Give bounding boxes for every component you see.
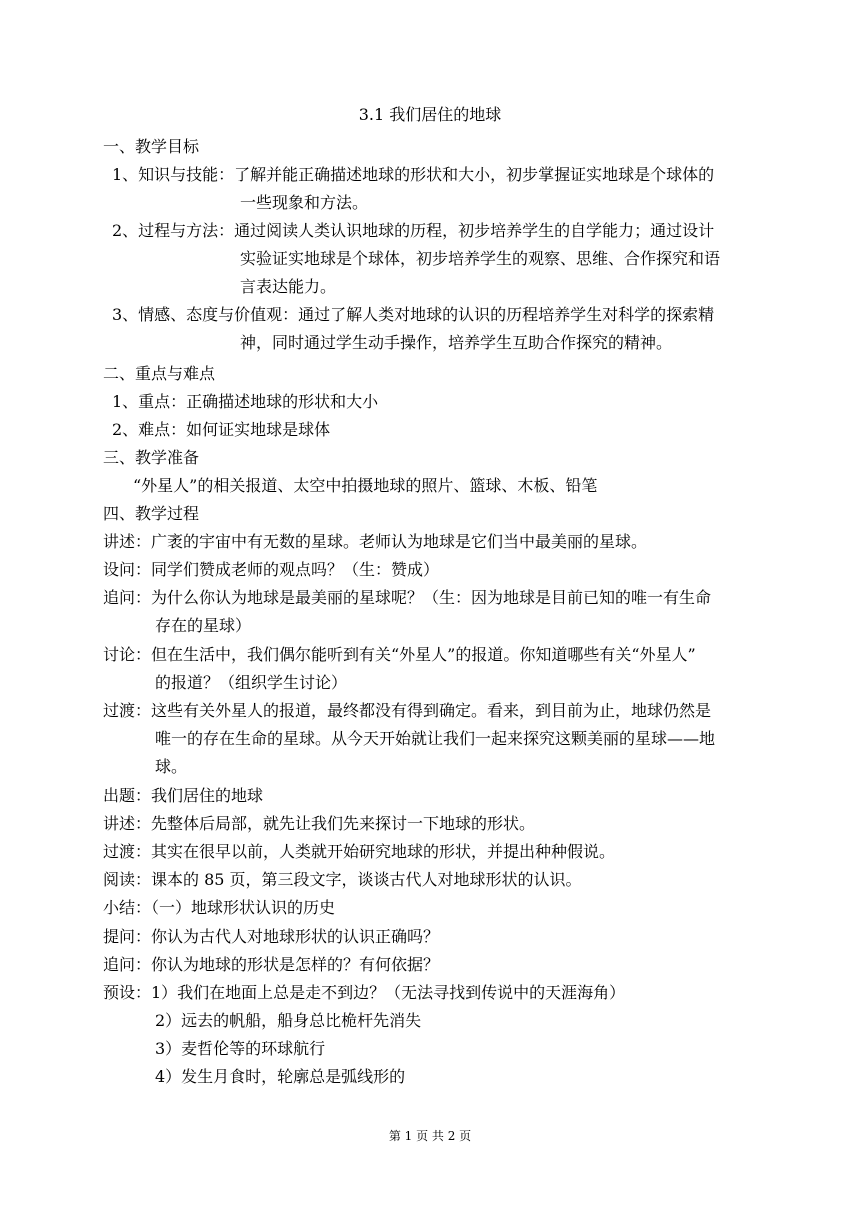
objective-knowledge: 1、知识与技能：了解并能正确描述地球的形状和大小，初步掌握证实地球是个球体的 (112, 165, 715, 184)
process-question-2: 提问：你认为古代人对地球形状的认识正确吗？ (103, 927, 440, 946)
objective-process-cont-1: 实验证实地球是个球体，初步培养学生的观察、思维、合作探究和语 (240, 249, 721, 268)
section-heading-key-points: 二、重点与难点 (103, 364, 216, 383)
process-transition-2: 过渡：其实在很早以前，人类就开始研究地球的形状，并提出种种假说。 (103, 842, 616, 861)
process-followup-1: 追问：为什么你认为地球是最美丽的星球呢？（生：因为地球是目前已知的唯一有生命 (103, 588, 712, 607)
process-preset-2: 2）远去的帆船，船身总比桅杆先消失 (155, 1011, 422, 1030)
process-question-1: 设问：同学们赞成老师的观点吗？（生：赞成） (103, 560, 440, 579)
process-preset-3: 3）麦哲伦等的环球航行 (155, 1039, 326, 1058)
process-discussion: 讨论：但在生活中，我们偶尔能听到有关“外星人”的报道。你知道哪些有关“外星人” (103, 645, 696, 664)
objective-attitude-cont: 神，同时通过学生动手操作，培养学生互助合作探究的精神。 (240, 333, 673, 352)
section-heading-objectives: 一、教学目标 (103, 137, 200, 156)
process-reading: 阅读：课本的 85 页，第三段文字，谈谈古代人对地球形状的认识。 (103, 870, 582, 889)
objective-knowledge-cont: 一些现象和方法。 (240, 193, 369, 212)
process-discussion-cont: 的报道？（组织学生讨论） (155, 673, 348, 692)
process-transition-1-cont-2: 球。 (155, 757, 188, 776)
process-topic: 出题：我们居住的地球 (103, 786, 264, 805)
process-followup-2: 追问：你认为地球的形状是怎样的？有何依据？ (103, 955, 440, 974)
objective-process-cont-2: 言表达能力。 (240, 277, 337, 296)
process-preset-4: 4）发生月食时，轮廓总是弧线形的 (155, 1067, 406, 1086)
process-followup-1-cont: 存在的星球） (155, 616, 252, 635)
process-transition-1: 过渡：这些有关外星人的报道，最终都没有得到确定。看来，到目前为止，地球仍然是 (103, 701, 712, 720)
objective-process: 2、过程与方法：通过阅读人类认识地球的历程，初步培养学生的自学能力；通过设计 (112, 221, 715, 240)
difficult-point: 2、难点：如何证实地球是球体 (112, 420, 331, 439)
process-transition-1-cont-1: 唯一的存在生命的星球。从今天开始就让我们一起来探究这颗美丽的星球——地 (155, 729, 716, 748)
process-narrate-2: 讲述：先整体后局部，就先让我们先来探讨一下地球的形状。 (103, 814, 536, 833)
objective-attitude: 3、情感、态度与价值观：通过了解人类对地球的认识的历程培养学生对科学的探索精 (112, 305, 715, 324)
section-heading-preparation: 三、教学准备 (103, 448, 200, 467)
key-point: 1、重点：正确描述地球的形状和大小 (112, 392, 379, 411)
section-heading-process: 四、教学过程 (103, 504, 200, 523)
document-title: 3.1 我们居住的地球 (358, 105, 502, 124)
process-summary: 小结：（一）地球形状认识的历史 (103, 898, 336, 917)
process-narrate-1: 讲述：广袤的宇宙中有无数的星球。老师认为地球是它们当中最美丽的星球。 (103, 532, 648, 551)
preparation-materials: “外星人”的相关报道、太空中拍摄地球的照片、篮球、木板、铅笔 (133, 476, 598, 495)
page-footer: 第 1 页 共 2 页 (388, 1129, 472, 1143)
process-preset-1: 预设：1）我们在地面上总是走不到边？（无法寻找到传说中的天涯海角） (103, 983, 626, 1002)
